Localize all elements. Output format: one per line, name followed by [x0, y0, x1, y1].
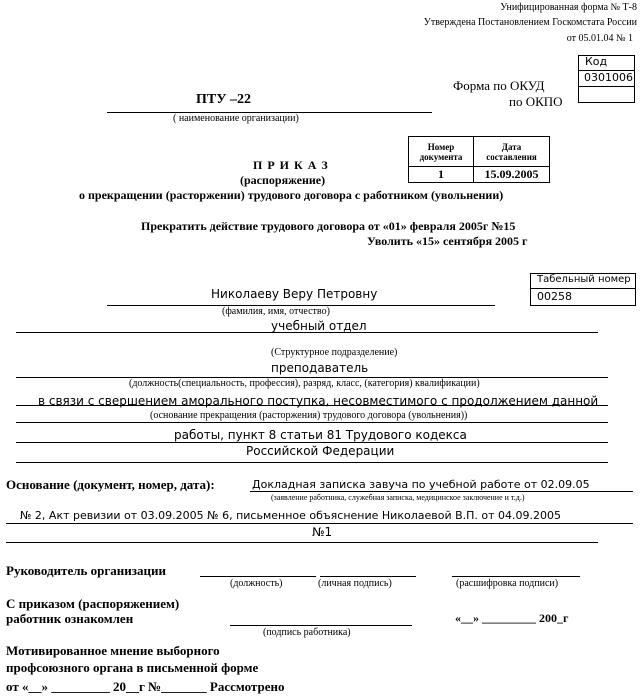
head-position-line	[200, 576, 316, 577]
union-line-2: профсоюзного органа в письменной форме	[6, 660, 259, 675]
terminate-contract-text: Прекратить действие трудового договора от «01» февраля 2005г №15	[141, 219, 516, 233]
department-caption: (Структурное подразделение)	[271, 347, 398, 358]
basis-line-3-underline	[6, 542, 598, 543]
reason-caption-line	[16, 422, 608, 423]
doc-number-value: 1	[409, 167, 474, 183]
position-caption: (должность(специальность, профессия), разряд, класс, (категория) квалификации)	[129, 378, 480, 389]
employee-name: Николаеву Веру Петровну	[211, 287, 378, 301]
reason-line-2: работы, пункт 8 статьи 81 Трудового кодекса	[174, 428, 467, 442]
union-line-1: Мотивированное мнение выборного	[6, 643, 220, 658]
basis-line-1: Докладная записка завуча по учебной работе от 02.09.05	[252, 478, 590, 491]
order-subtitle: (распоряжение)	[240, 173, 326, 187]
union-line-3: от «__» _________ 20__г №_______ Рассмотрено	[6, 679, 285, 694]
order-title: П Р И К А З	[253, 158, 329, 172]
head-label: Руководитель организации	[6, 563, 166, 578]
okpo-label: по ОКПО	[509, 94, 563, 109]
basis-line-3: №1	[312, 525, 333, 539]
tabel-value: 00258	[537, 290, 572, 303]
doc-date-header: Дата составления	[474, 137, 550, 167]
organization-name: ПТУ –22	[196, 92, 252, 107]
employee-position: преподаватель	[271, 361, 369, 375]
form-name: Унифицированная форма № Т-8	[500, 2, 637, 13]
dismiss-date-text: Уволить «15» сентября 2005 г	[367, 234, 528, 248]
doc-date-value: 15.09.2005	[474, 167, 550, 183]
employee-department: учебный отдел	[271, 319, 367, 333]
organization-caption: ( наименование организации)	[173, 113, 299, 124]
employee-name-caption: (фамилия, имя, отчество)	[222, 306, 330, 317]
basis-line-1-underline	[250, 491, 633, 492]
head-decode-caption: (расшифровка подписи)	[456, 578, 559, 589]
okpo-code-cell	[578, 86, 635, 103]
doc-number-header: Номер документа	[409, 137, 474, 167]
okud-value: 0301006	[584, 71, 633, 84]
acquaintance-line-1: С приказом (распоряжением)	[6, 596, 180, 611]
worker-signature-caption: (подпись работника)	[263, 627, 351, 638]
document-number-table	[408, 136, 550, 183]
reason-line-1: в связи с свершением аморального поступка, несовместимого с продолжением данной	[38, 394, 599, 408]
tabel-label: Табельный номер	[537, 274, 631, 285]
order-description: о прекращении (расторжении) трудового договора с работником (увольнении)	[79, 188, 504, 202]
reason-line-3: Российской Федерации	[246, 444, 395, 458]
acquaintance-date: «__» _________ 200_г	[455, 611, 569, 625]
basis-line-2: № 2, Акт ревизии от 03.09.2005 № 6, письменное объяснение Николаевой В.П. от 04.09.2005	[20, 509, 562, 522]
reason-caption: (основание прекращения (расторжения) трудового договора (увольнения))	[150, 410, 468, 421]
head-signature-caption: (личная подпись)	[318, 578, 392, 589]
basis-label: Основание (документ, номер, дата):	[6, 477, 215, 492]
approval-text: Утверждена Постановлением Госкомстата России	[423, 17, 637, 28]
okud-label: Форма по ОКУД	[453, 78, 545, 93]
head-signature-line	[320, 576, 416, 577]
department-line	[16, 332, 598, 333]
reason-line-2-underline	[16, 442, 608, 443]
reason-line-1-underline	[16, 405, 608, 406]
approval-date: от 05.01.04 № 1	[566, 33, 633, 44]
head-decode-line	[452, 576, 580, 577]
basis-line-2-underline	[6, 523, 633, 524]
kod-label: Код	[585, 55, 608, 68]
worker-signature-line	[230, 625, 412, 626]
head-position-caption: (должность)	[230, 578, 283, 589]
acquaintance-line-2: работник ознакомлен	[6, 611, 134, 626]
basis-caption: (заявление работника, служебная записка, медицинское заключение и т.д.)	[271, 493, 525, 502]
reason-line-3-underline	[16, 462, 608, 463]
